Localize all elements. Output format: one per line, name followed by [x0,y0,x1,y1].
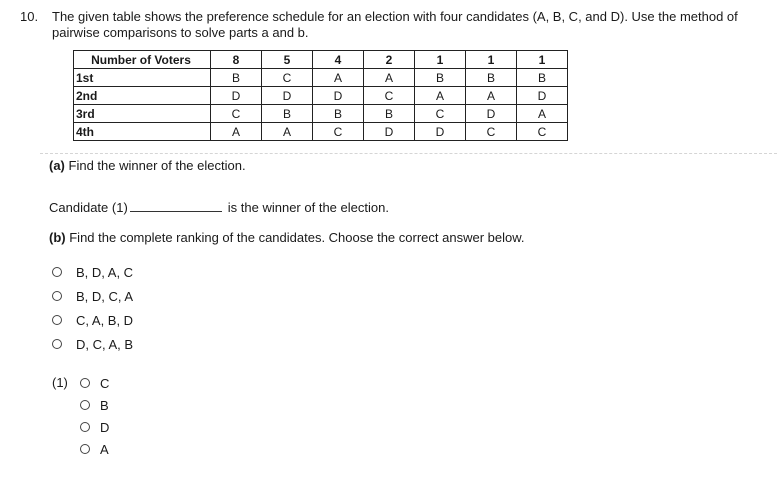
rank-label: 3rd [74,105,211,123]
table-header-row [74,51,568,69]
header-label: Number of Voters [74,51,211,69]
part-a-label: (a) [49,158,65,173]
option-label: B, D, C, A [76,288,134,304]
table-cell: D [364,123,415,141]
candidate-option[interactable] [80,419,109,435]
table-row [74,105,568,123]
table-cell: B [262,105,313,123]
option-label: C, A, B, D [76,312,134,328]
answer-suffix: is the winner of the election. [227,200,389,215]
question-number: 10. [20,9,39,24]
answer-blank[interactable] [130,201,222,212]
ranking-option[interactable] [52,336,133,352]
radio-circle-icon[interactable] [80,422,90,432]
part-a-text: Find the winner of the election. [68,158,246,173]
table-cell: D [415,123,466,141]
ranking-option[interactable] [52,312,133,328]
blank-1-label: (1) [52,375,68,390]
table-cell: B [466,69,517,87]
rank-label: 4th [74,123,211,141]
radio-circle-icon[interactable] [52,267,62,277]
table-cell: C [415,105,466,123]
table-row [74,123,568,141]
part-a-prompt [49,158,246,173]
table-cell: C [364,87,415,105]
option-label: D [100,419,110,435]
table-cell: C [262,69,313,87]
section-divider [40,153,777,154]
table-cell: B [313,105,364,123]
table-cell: B [364,105,415,123]
ranking-option[interactable] [52,264,133,280]
option-label: A [100,441,109,457]
table-cell: A [466,87,517,105]
part-b-text: Find the complete ranking of the candidates. Choose the correct answer below. [69,230,525,245]
table-cell: B [211,69,262,87]
voter-count: 1 [517,51,568,69]
table-cell: B [517,69,568,87]
radio-circle-icon[interactable] [52,315,62,325]
voter-count: 2 [364,51,415,69]
preference-table [73,50,568,141]
table-cell: D [466,105,517,123]
part-b-prompt [49,230,525,245]
table-cell: B [415,69,466,87]
radio-circle-icon[interactable] [80,400,90,410]
table-cell: D [517,87,568,105]
table-cell: A [364,69,415,87]
voter-count: 8 [211,51,262,69]
table-cell: D [211,87,262,105]
voter-count: 1 [415,51,466,69]
table-cell: C [211,105,262,123]
option-label: C [100,375,110,391]
voter-count: 5 [262,51,313,69]
table-cell: D [313,87,364,105]
radio-circle-icon[interactable] [52,291,62,301]
answer-sentence [49,200,389,215]
table-cell: A [313,69,364,87]
ranking-option[interactable] [52,288,133,304]
radio-circle-icon[interactable] [80,378,90,388]
table-cell: D [262,87,313,105]
table-row [74,69,568,87]
voter-count: 4 [313,51,364,69]
answer-prefix: Candidate (1) [49,200,128,215]
table-cell: C [466,123,517,141]
table-cell: C [313,123,364,141]
radio-circle-icon[interactable] [80,444,90,454]
table-cell: A [517,105,568,123]
candidate-option[interactable] [80,375,109,391]
table-cell: A [415,87,466,105]
option-label: D, C, A, B [76,336,134,352]
rank-label: 1st [74,69,211,87]
voter-count: 1 [466,51,517,69]
candidate-option[interactable] [80,397,109,413]
candidate-option[interactable] [80,441,109,457]
radio-circle-icon[interactable] [52,339,62,349]
option-label: B, D, A, C [76,264,134,280]
table-cell: A [262,123,313,141]
table-cell: C [517,123,568,141]
table-row [74,87,568,105]
part-b-label: (b) [49,230,66,245]
question-text: The given table shows the preference schedule for an election with four candidates (A, B, C, and D). Use the method of pairwise comparisons to solve parts a and b. [52,9,738,40]
rank-label: 2nd [74,87,211,105]
table-cell: A [211,123,262,141]
option-label: B [100,397,109,413]
